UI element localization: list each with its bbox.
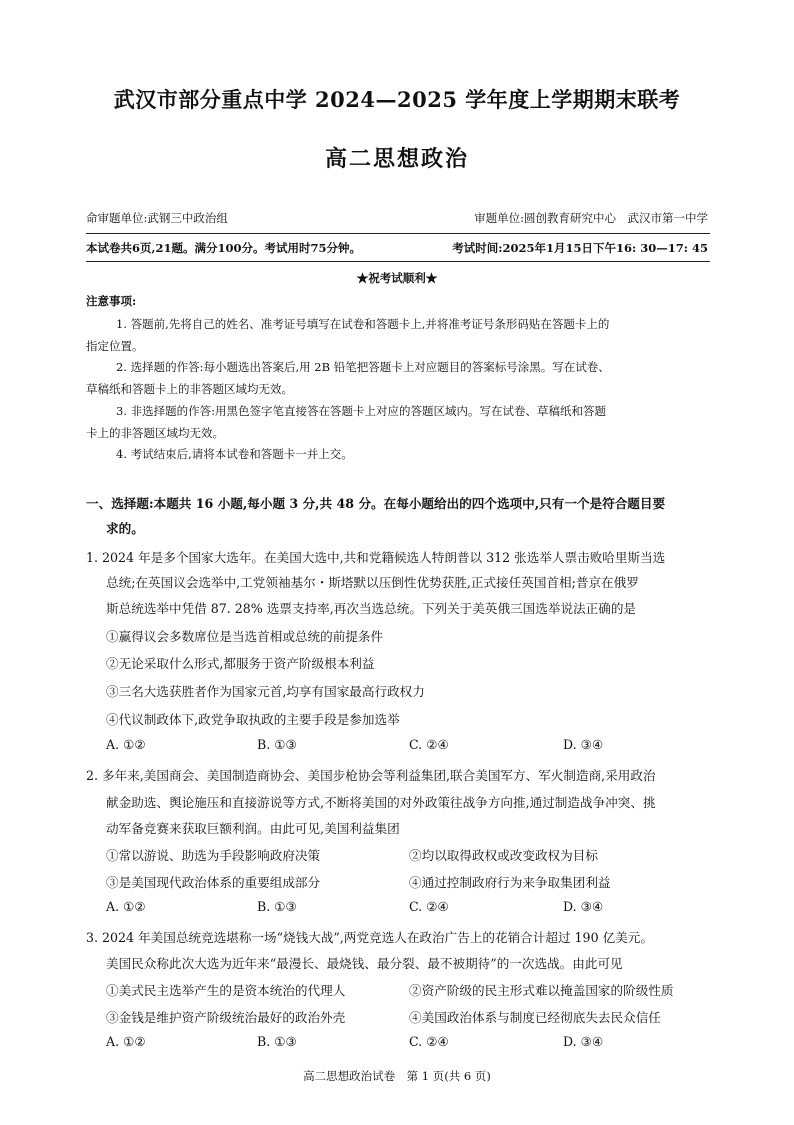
question-2-item: ③是美国现代政治体系的重要组成部分 — [106, 875, 321, 890]
question-1-item: ②无论采取什么形式,都服务于资产阶级根本利益 — [106, 656, 375, 671]
question-2-item: ①常以游说、助选为手段影响政府决策 — [106, 848, 321, 863]
question-2-item: ④通过控制政府行为来争取集团利益 — [409, 875, 611, 890]
header-rule-bottom — [86, 261, 710, 262]
question-1-option-b[interactable]: B. ①③ — [257, 737, 297, 752]
question-1-option-a[interactable]: A. ①② — [106, 737, 146, 752]
notice-line: 卡上的非答题区域均无效。 — [86, 426, 224, 440]
question-3-item: ②资产阶级的民主形式难以掩盖国家的阶级性质 — [409, 983, 674, 998]
composer-unit: 命审题单位:武钢三中政治组 — [86, 211, 228, 225]
notice-line: 草稿纸和答题卡上的非答题区域均无效。 — [86, 382, 293, 396]
notice-heading: 注意事项: — [86, 294, 137, 308]
header-rule-top — [86, 233, 710, 234]
question-2-stem: 2. 多年来,美国商会、美国制造商协会、美国步枪协会等利益集团,联合美国军方、军火制造商,采用政治 — [86, 768, 656, 783]
question-1-option-d[interactable]: D. ③④ — [563, 737, 604, 752]
notice-line: 2. 选择题的作答:每小题选出答案后,用 2B 铅笔把答题卡上对应题目的答案标号涂黑。写在试卷、 — [116, 360, 610, 374]
question-1-stem: 1. 2024 年是多个国家大选年。在美国大选中,共和党籍候选人特朗普以 312 张选举人票击败哈里斯当选 — [86, 550, 666, 565]
exam-title: 武汉市部分重点中学 2024—2025 学年度上学期期末联考 — [113, 87, 681, 112]
question-2-option-c[interactable]: C. ②④ — [409, 899, 449, 914]
question-1-stem: 斯总统选举中凭借 87. 28% 选票支持率,再次当选总统。下列关于美英俄三国选举说法正确的是 — [106, 601, 637, 616]
notice-line: 3. 非选择题的作答:用黑色签字笔直接答在答题卡上对应的答题区域内。写在试卷、草稿纸和答题 — [116, 404, 606, 418]
question-1-item: ③三名大选获胜者作为国家元首,均享有国家最高行政权力 — [106, 684, 425, 699]
section-heading: 一、选择题:本题共 16 小题,每小题 3 分,共 48 分。在每小题给出的四个选项中,只有一个是符合题目要 — [86, 496, 666, 511]
question-3-item: ④美国政治体系与制度已经彻底失去民众信任 — [409, 1010, 661, 1025]
notice-line: 1. 答题前,先将自己的姓名、准考证号填写在试卷和答题卡上,并将准考证号条形码贴在答题卡上的 — [116, 317, 610, 331]
question-1-item: ①赢得议会多数席位是当选首相或总统的前提条件 — [106, 629, 384, 644]
question-2-option-d[interactable]: D. ③④ — [563, 899, 604, 914]
question-2-stem: 动军备竞赛来获取巨额利润。由此可见,美国利益集团 — [106, 821, 400, 836]
exam-info: 本试卷共6页,21题。满分100分。考试用时75分钟。 — [86, 241, 362, 255]
reviewer-unit: 审题单位:圆创教育研究中心 武汉市第一中学 — [474, 211, 708, 225]
good-luck-banner: ★祝考试顺利★ — [356, 271, 438, 285]
notice-line: 4. 考试结束后,请将本试卷和答题卡一并上交。 — [116, 447, 353, 461]
question-3-item: ①美式民主选举产生的是资本统治的代理人 — [106, 983, 346, 998]
question-1-option-c[interactable]: C. ②④ — [409, 737, 449, 752]
question-1-stem: 总统;在英国议会选举中,工党领袖基尔・斯塔默以压倒性优势获胜,正式接任英国首相;普京在俄罗 — [106, 575, 639, 590]
question-3-option-c[interactable]: C. ②④ — [409, 1034, 449, 1049]
question-1-item: ④代议制政体下,政党争取执政的主要手段是参加选举 — [106, 712, 400, 727]
page-footer: 高二思想政治试卷 第 1 页(共 6 页) — [303, 1069, 491, 1083]
question-2-option-b[interactable]: B. ①③ — [257, 899, 297, 914]
question-3-option-a[interactable]: A. ①② — [106, 1034, 146, 1049]
question-2-stem: 献金助选、舆论施压和直接游说等方式,不断将美国的对外政策往战争方向推,通过制造战争冲突、挑 — [106, 795, 656, 810]
question-3-option-b[interactable]: B. ①③ — [257, 1034, 297, 1049]
subject-title: 高二思想政治 — [324, 146, 469, 172]
exam-time: 考试时间:2025年1月15日下午16: 30—17: 45 — [452, 241, 708, 255]
question-2-option-a[interactable]: A. ①② — [106, 899, 146, 914]
question-3-stem: 3. 2024 年美国总统竞选堪称一场“烧钱大战”,两党竞选人在政治广告上的花销合计超过 190 亿美元。 — [86, 930, 653, 945]
section-heading-cont: 求的。 — [106, 521, 144, 536]
notice-line: 指定位置。 — [86, 339, 144, 353]
question-3-option-d[interactable]: D. ③④ — [563, 1034, 604, 1049]
question-3-item: ③金钱是维护资产阶级统治最好的政治外壳 — [106, 1010, 346, 1025]
question-2-item: ②均以取得政权或改变政权为目标 — [409, 848, 598, 863]
question-3-stem: 美国民众称此次大选为近年来“最漫长、最烧钱、最分裂、最不被期待”的一次选战。由此可见 — [106, 956, 623, 971]
